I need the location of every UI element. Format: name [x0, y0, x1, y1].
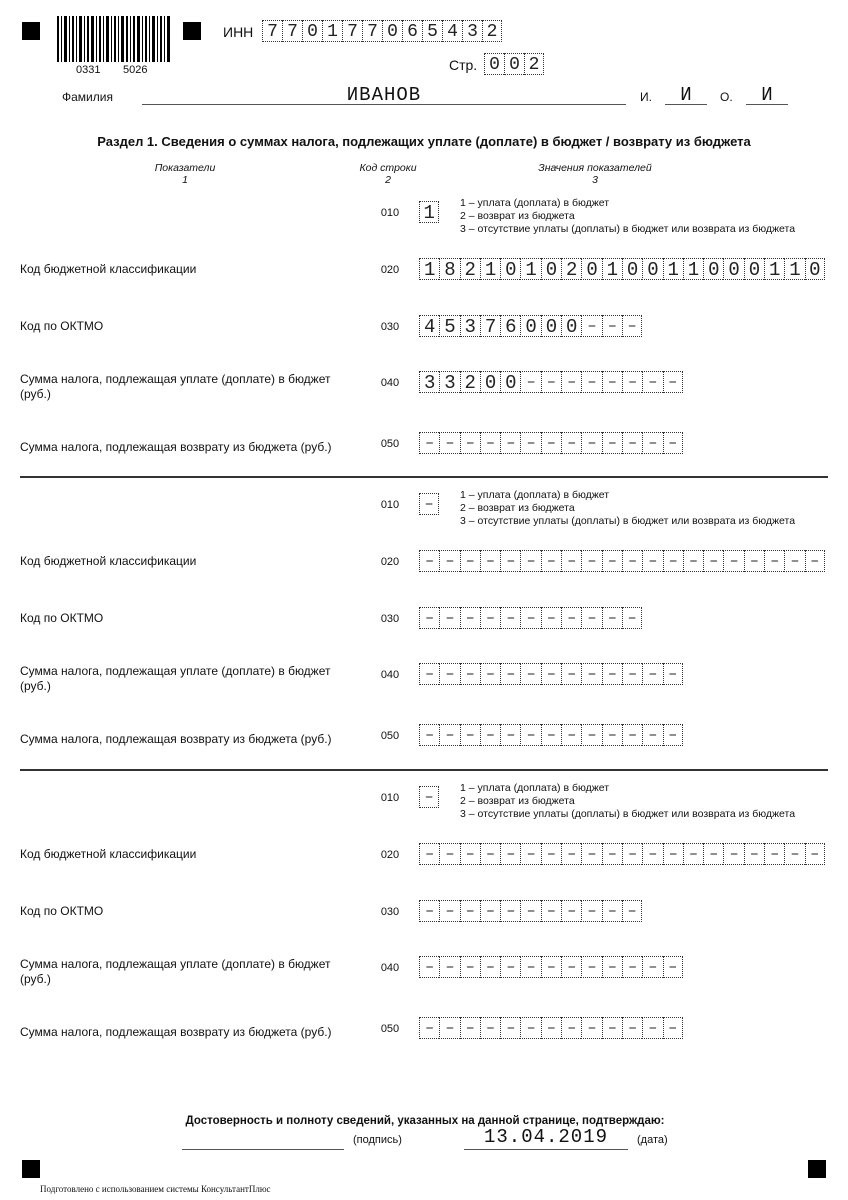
- comb-cell[interactable]: 1: [480, 258, 500, 280]
- field-020[interactable]: [419, 550, 825, 572]
- comb-cell[interactable]: 2: [524, 53, 544, 75]
- option-list: [460, 782, 795, 821]
- field-010[interactable]: [419, 786, 439, 808]
- comb-cell[interactable]: –: [561, 550, 581, 572]
- comb-cell[interactable]: –: [520, 900, 540, 922]
- comb-cell[interactable]: –: [480, 663, 500, 685]
- comb-cell[interactable]: –: [480, 432, 500, 454]
- option-o2: 2 – возврат из бюджета: [460, 210, 575, 222]
- comb-cell[interactable]: 7: [262, 20, 282, 42]
- row-code-010: 010: [380, 792, 400, 804]
- comb-cell[interactable]: 0: [805, 258, 825, 280]
- comb-cell[interactable]: 0: [642, 258, 662, 280]
- surname-value: ИВАНОВ: [346, 84, 422, 106]
- comb-cell[interactable]: –: [602, 607, 622, 629]
- row-code-050: 050: [380, 438, 400, 450]
- comb-cell[interactable]: 2: [460, 258, 480, 280]
- comb-cell[interactable]: 1: [520, 258, 540, 280]
- comb-cell[interactable]: –: [622, 432, 642, 454]
- field-030[interactable]: [419, 315, 642, 337]
- comb-cell[interactable]: –: [561, 1017, 581, 1039]
- row-label-oktmo: Код по ОКТМО: [20, 904, 104, 918]
- corner-marker-bottom-right: [808, 1160, 826, 1178]
- row-code-030: 030: [380, 321, 400, 333]
- comb-cell[interactable]: 0: [302, 20, 322, 42]
- date-label: (дата): [637, 1134, 668, 1146]
- comb-cell[interactable]: –: [663, 550, 683, 572]
- inn-label: ИНН: [223, 24, 254, 40]
- initial-o-value: И: [761, 84, 773, 106]
- comb-cell[interactable]: 0: [520, 315, 540, 337]
- comb-cell[interactable]: 7: [362, 20, 382, 42]
- comb-cell[interactable]: –: [642, 550, 662, 572]
- option-list: [460, 197, 795, 236]
- row-code-040: 040: [380, 669, 400, 681]
- comb-cell[interactable]: –: [439, 550, 459, 572]
- date-line: [464, 1149, 628, 1150]
- row-code-050: 050: [380, 730, 400, 742]
- comb-cell[interactable]: –: [419, 432, 439, 454]
- row-label-refund: Сумма налога, подлежащая возврату из бюджета (руб.): [20, 1025, 332, 1039]
- comb-cell[interactable]: –: [622, 550, 642, 572]
- comb-cell[interactable]: –: [703, 843, 723, 865]
- comb-cell[interactable]: –: [764, 550, 784, 572]
- confirm-text: Достоверность и полноту сведений, указанных на данной странице, подтверждаю:: [185, 1115, 665, 1127]
- comb-cell[interactable]: 7: [480, 315, 500, 337]
- option-o3: 3 – отсутствие уплаты (доплаты) в бюджет или возврата из бюджета: [460, 223, 796, 235]
- comb-cell[interactable]: –: [520, 1017, 540, 1039]
- comb-cell[interactable]: –: [744, 550, 764, 572]
- comb-cell[interactable]: 3: [462, 20, 482, 42]
- comb-cell[interactable]: –: [642, 663, 662, 685]
- comb-cell[interactable]: –: [439, 843, 459, 865]
- section-title: Раздел 1. Сведения о суммах налога, подлежащих уплате (доплате) в бюджет / возврату из бюджета: [97, 134, 751, 149]
- comb-cell[interactable]: –: [642, 843, 662, 865]
- comb-cell[interactable]: –: [622, 607, 642, 629]
- comb-cell[interactable]: 0: [561, 315, 581, 337]
- page-number-field: [484, 53, 544, 75]
- comb-cell[interactable]: 0: [500, 371, 520, 393]
- corner-marker-bottom-left: [22, 1160, 40, 1178]
- field-030[interactable]: [419, 900, 642, 922]
- col-header-2-title: Код строки: [359, 162, 417, 174]
- field-020[interactable]: [419, 843, 825, 865]
- comb-cell[interactable]: –: [439, 724, 459, 746]
- comb-cell[interactable]: –: [500, 1017, 520, 1039]
- row-code-030: 030: [380, 906, 400, 918]
- option-o3: 3 – отсутствие уплаты (доплаты) в бюджет или возврата из бюджета: [460, 515, 796, 527]
- comb-cell[interactable]: –: [480, 900, 500, 922]
- comb-cell[interactable]: –: [622, 371, 642, 393]
- comb-cell[interactable]: –: [581, 724, 601, 746]
- comb-cell[interactable]: –: [581, 550, 601, 572]
- comb-cell[interactable]: –: [561, 843, 581, 865]
- comb-cell[interactable]: –: [460, 432, 480, 454]
- comb-cell[interactable]: 3: [419, 371, 439, 393]
- comb-cell[interactable]: –: [561, 432, 581, 454]
- comb-cell[interactable]: –: [602, 900, 622, 922]
- comb-cell[interactable]: –: [520, 550, 540, 572]
- comb-cell[interactable]: 3: [439, 371, 459, 393]
- date-value: 13.04.2019: [483, 1126, 609, 1148]
- comb-cell[interactable]: –: [419, 1017, 439, 1039]
- comb-cell[interactable]: 0: [703, 258, 723, 280]
- comb-cell[interactable]: 1: [419, 201, 439, 223]
- comb-cell[interactable]: –: [602, 371, 622, 393]
- comb-cell[interactable]: –: [663, 843, 683, 865]
- row-code-040: 040: [380, 377, 400, 389]
- comb-cell[interactable]: –: [642, 371, 662, 393]
- comb-cell[interactable]: –: [419, 843, 439, 865]
- comb-cell[interactable]: –: [460, 1017, 480, 1039]
- comb-cell[interactable]: –: [541, 371, 561, 393]
- comb-cell[interactable]: –: [500, 607, 520, 629]
- comb-cell[interactable]: –: [500, 724, 520, 746]
- comb-cell[interactable]: –: [642, 956, 662, 978]
- surname-label: Фамилия: [62, 90, 113, 104]
- row-label-refund: Сумма налога, подлежащая возврату из бюджета (руб.): [20, 440, 332, 454]
- comb-cell[interactable]: 0: [504, 53, 524, 75]
- field-050[interactable]: [419, 432, 683, 454]
- comb-cell[interactable]: 0: [484, 53, 504, 75]
- field-050[interactable]: [419, 1017, 683, 1039]
- col-header-1-number: 1: [182, 174, 188, 186]
- comb-cell[interactable]: –: [622, 900, 642, 922]
- comb-cell[interactable]: –: [561, 663, 581, 685]
- field-040[interactable]: [419, 663, 683, 685]
- comb-cell[interactable]: –: [520, 607, 540, 629]
- comb-cell[interactable]: –: [602, 724, 622, 746]
- comb-cell[interactable]: –: [581, 315, 601, 337]
- comb-cell[interactable]: –: [419, 724, 439, 746]
- comb-cell[interactable]: –: [480, 607, 500, 629]
- comb-cell[interactable]: –: [663, 432, 683, 454]
- row-label-oktmo: Код по ОКТМО: [20, 319, 104, 333]
- comb-cell[interactable]: –: [541, 1017, 561, 1039]
- comb-cell[interactable]: –: [622, 663, 642, 685]
- row-code-020: 020: [380, 264, 400, 276]
- comb-cell[interactable]: –: [520, 724, 540, 746]
- comb-cell[interactable]: 0: [500, 258, 520, 280]
- comb-cell[interactable]: –: [561, 956, 581, 978]
- comb-cell[interactable]: –: [541, 724, 561, 746]
- comb-cell[interactable]: –: [622, 724, 642, 746]
- comb-cell[interactable]: –: [723, 550, 743, 572]
- row-label-kbk: Код бюджетной классификации: [20, 262, 197, 276]
- comb-cell[interactable]: –: [663, 663, 683, 685]
- signature-label: (подпись): [353, 1134, 402, 1146]
- field-010[interactable]: [419, 493, 439, 515]
- comb-cell[interactable]: 6: [500, 315, 520, 337]
- comb-cell[interactable]: –: [805, 550, 825, 572]
- comb-cell[interactable]: 2: [460, 371, 480, 393]
- comb-cell[interactable]: –: [764, 843, 784, 865]
- col-header-2: [348, 162, 428, 186]
- comb-cell[interactable]: –: [642, 724, 662, 746]
- comb-cell[interactable]: –: [805, 843, 825, 865]
- comb-cell[interactable]: 1: [602, 258, 622, 280]
- row-code-020: 020: [380, 556, 400, 568]
- comb-cell[interactable]: –: [480, 1017, 500, 1039]
- comb-cell[interactable]: –: [642, 432, 662, 454]
- comb-cell[interactable]: –: [581, 843, 601, 865]
- initial-o-label: О.: [720, 90, 733, 104]
- row-code-050: 050: [380, 1023, 400, 1035]
- inn-field: [262, 20, 502, 42]
- comb-cell[interactable]: –: [520, 432, 540, 454]
- comb-cell[interactable]: –: [520, 956, 540, 978]
- row-label-kbk: Код бюджетной классификации: [20, 847, 197, 861]
- comb-cell[interactable]: –: [683, 550, 703, 572]
- comb-cell[interactable]: 8: [439, 258, 459, 280]
- comb-cell[interactable]: 1: [764, 258, 784, 280]
- comb-cell[interactable]: –: [622, 843, 642, 865]
- field-050[interactable]: [419, 724, 683, 746]
- comb-cell[interactable]: 0: [382, 20, 402, 42]
- comb-cell[interactable]: 4: [442, 20, 462, 42]
- comb-cell[interactable]: –: [480, 724, 500, 746]
- comb-cell[interactable]: 0: [723, 258, 743, 280]
- comb-cell[interactable]: –: [581, 607, 601, 629]
- comb-cell[interactable]: 0: [541, 315, 561, 337]
- comb-cell[interactable]: –: [520, 843, 540, 865]
- field-040[interactable]: [419, 371, 683, 393]
- comb-cell[interactable]: –: [500, 956, 520, 978]
- initial-i-label: И.: [640, 90, 652, 104]
- option-o1: 1 – уплата (доплата) в бюджет: [460, 489, 610, 501]
- comb-cell[interactable]: –: [581, 371, 601, 393]
- comb-cell[interactable]: –: [541, 663, 561, 685]
- col-header-3-title: Значения показателей: [538, 162, 652, 174]
- comb-cell[interactable]: –: [622, 315, 642, 337]
- barcode-number-right: 5026: [123, 64, 148, 76]
- comb-cell[interactable]: –: [439, 956, 459, 978]
- row-label-pay: Сумма налога, подлежащая уплате (доплате) в бюджет (руб.): [20, 372, 331, 401]
- comb-cell[interactable]: –: [663, 371, 683, 393]
- comb-cell[interactable]: 7: [282, 20, 302, 42]
- col-header-1: [120, 162, 250, 186]
- comb-cell[interactable]: 1: [322, 20, 342, 42]
- field-030[interactable]: [419, 607, 642, 629]
- comb-cell[interactable]: –: [541, 843, 561, 865]
- comb-cell[interactable]: –: [581, 1017, 601, 1039]
- comb-cell[interactable]: –: [541, 550, 561, 572]
- comb-cell[interactable]: –: [683, 843, 703, 865]
- option-o3: 3 – отсутствие уплаты (доплаты) в бюджет или возврата из бюджета: [460, 808, 796, 820]
- comb-cell[interactable]: –: [460, 607, 480, 629]
- comb-cell[interactable]: 7: [342, 20, 362, 42]
- comb-cell[interactable]: 1: [663, 258, 683, 280]
- comb-cell[interactable]: –: [602, 663, 622, 685]
- comb-cell[interactable]: –: [439, 432, 459, 454]
- row-code-040: 040: [380, 962, 400, 974]
- option-o1: 1 – уплата (доплата) в бюджет: [460, 782, 610, 794]
- comb-cell[interactable]: –: [602, 432, 622, 454]
- field-020[interactable]: [419, 258, 825, 280]
- comb-cell[interactable]: –: [784, 550, 804, 572]
- comb-cell[interactable]: –: [419, 607, 439, 629]
- comb-cell[interactable]: –: [723, 843, 743, 865]
- comb-cell[interactable]: –: [520, 663, 540, 685]
- row-label-pay: Сумма налога, подлежащая уплате (доплате) в бюджет (руб.): [20, 664, 331, 693]
- comb-cell[interactable]: –: [622, 956, 642, 978]
- comb-cell[interactable]: 0: [541, 258, 561, 280]
- comb-cell[interactable]: –: [541, 956, 561, 978]
- comb-cell[interactable]: –: [602, 315, 622, 337]
- page-label: Стр.: [449, 57, 478, 73]
- comb-cell[interactable]: –: [419, 493, 439, 515]
- initial-i-value: И: [680, 84, 692, 106]
- comb-cell[interactable]: –: [541, 432, 561, 454]
- comb-cell[interactable]: 2: [561, 258, 581, 280]
- row-code-010: 010: [380, 207, 400, 219]
- row-label-refund: Сумма налога, подлежащая возврату из бюджета (руб.): [20, 732, 332, 746]
- comb-cell[interactable]: –: [500, 663, 520, 685]
- corner-marker-top-center: [183, 22, 201, 40]
- comb-cell[interactable]: 3: [460, 315, 480, 337]
- field-010[interactable]: [419, 201, 439, 223]
- row-label-oktmo: Код по ОКТМО: [20, 611, 104, 625]
- comb-cell[interactable]: –: [419, 663, 439, 685]
- comb-cell[interactable]: –: [561, 607, 581, 629]
- comb-cell[interactable]: –: [480, 843, 500, 865]
- comb-cell[interactable]: –: [663, 1017, 683, 1039]
- row-code-020: 020: [380, 849, 400, 861]
- comb-cell[interactable]: –: [500, 550, 520, 572]
- option-list: [460, 489, 795, 528]
- comb-cell[interactable]: –: [541, 900, 561, 922]
- field-040[interactable]: [419, 956, 683, 978]
- comb-cell[interactable]: –: [663, 956, 683, 978]
- comb-cell[interactable]: –: [642, 1017, 662, 1039]
- option-o2: 2 – возврат из бюджета: [460, 795, 575, 807]
- comb-cell[interactable]: –: [541, 607, 561, 629]
- comb-cell[interactable]: –: [561, 371, 581, 393]
- comb-cell[interactable]: –: [744, 843, 764, 865]
- comb-cell[interactable]: 0: [480, 371, 500, 393]
- comb-cell[interactable]: 1: [784, 258, 804, 280]
- comb-cell[interactable]: –: [500, 432, 520, 454]
- comb-cell[interactable]: –: [520, 371, 540, 393]
- comb-cell[interactable]: –: [460, 550, 480, 572]
- col-header-3-number: 3: [592, 174, 598, 186]
- comb-cell[interactable]: –: [581, 432, 601, 454]
- comb-cell[interactable]: –: [419, 956, 439, 978]
- comb-cell[interactable]: –: [581, 956, 601, 978]
- comb-cell[interactable]: –: [500, 900, 520, 922]
- barcode-icon: [57, 16, 171, 62]
- comb-cell[interactable]: –: [460, 724, 480, 746]
- comb-cell[interactable]: –: [460, 900, 480, 922]
- option-o1: 1 – уплата (доплата) в бюджет: [460, 197, 610, 209]
- col-header-3: [510, 162, 680, 186]
- comb-cell[interactable]: –: [439, 607, 459, 629]
- comb-cell[interactable]: 6: [402, 20, 422, 42]
- comb-cell[interactable]: 5: [422, 20, 442, 42]
- comb-cell[interactable]: –: [561, 724, 581, 746]
- comb-cell[interactable]: –: [622, 1017, 642, 1039]
- col-header-1-title: Показатели: [154, 162, 216, 174]
- block-separator-1: [20, 476, 828, 478]
- comb-cell[interactable]: 0: [622, 258, 642, 280]
- comb-cell[interactable]: –: [419, 900, 439, 922]
- comb-cell[interactable]: –: [439, 663, 459, 685]
- comb-cell[interactable]: –: [460, 956, 480, 978]
- comb-cell[interactable]: 0: [744, 258, 764, 280]
- comb-cell[interactable]: –: [561, 900, 581, 922]
- comb-cell[interactable]: –: [439, 1017, 459, 1039]
- comb-cell[interactable]: –: [581, 900, 601, 922]
- signature-line[interactable]: [182, 1149, 344, 1150]
- corner-marker-top-left: [22, 22, 40, 40]
- comb-cell[interactable]: –: [602, 1017, 622, 1039]
- comb-cell[interactable]: –: [703, 550, 723, 572]
- comb-cell[interactable]: –: [500, 843, 520, 865]
- comb-cell[interactable]: –: [460, 663, 480, 685]
- comb-cell[interactable]: –: [602, 843, 622, 865]
- row-label-pay: Сумма налога, подлежащая уплате (доплате) в бюджет (руб.): [20, 957, 331, 986]
- prepared-note: Подготовлено с использованием системы КонсультантПлюс: [40, 1184, 271, 1194]
- comb-cell[interactable]: –: [439, 900, 459, 922]
- row-label-kbk: Код бюджетной классификации: [20, 554, 197, 568]
- comb-cell[interactable]: –: [581, 663, 601, 685]
- comb-cell[interactable]: –: [480, 956, 500, 978]
- comb-cell[interactable]: –: [480, 550, 500, 572]
- option-o2: 2 – возврат из бюджета: [460, 502, 575, 514]
- col-header-2-number: 2: [385, 174, 391, 186]
- comb-cell[interactable]: 1: [419, 258, 439, 280]
- comb-cell[interactable]: –: [419, 550, 439, 572]
- row-code-010: 010: [380, 499, 400, 511]
- block-separator-2: [20, 769, 828, 771]
- comb-cell[interactable]: 4: [419, 315, 439, 337]
- comb-cell[interactable]: –: [460, 843, 480, 865]
- barcode-number-left: 0331: [76, 64, 101, 76]
- comb-cell[interactable]: –: [663, 724, 683, 746]
- comb-cell[interactable]: –: [602, 956, 622, 978]
- row-code-030: 030: [380, 613, 400, 625]
- comb-cell[interactable]: –: [784, 843, 804, 865]
- comb-cell[interactable]: 2: [482, 20, 502, 42]
- comb-cell[interactable]: 0: [581, 258, 601, 280]
- comb-cell[interactable]: 5: [439, 315, 459, 337]
- comb-cell[interactable]: –: [602, 550, 622, 572]
- comb-cell[interactable]: –: [419, 786, 439, 808]
- comb-cell[interactable]: 1: [683, 258, 703, 280]
